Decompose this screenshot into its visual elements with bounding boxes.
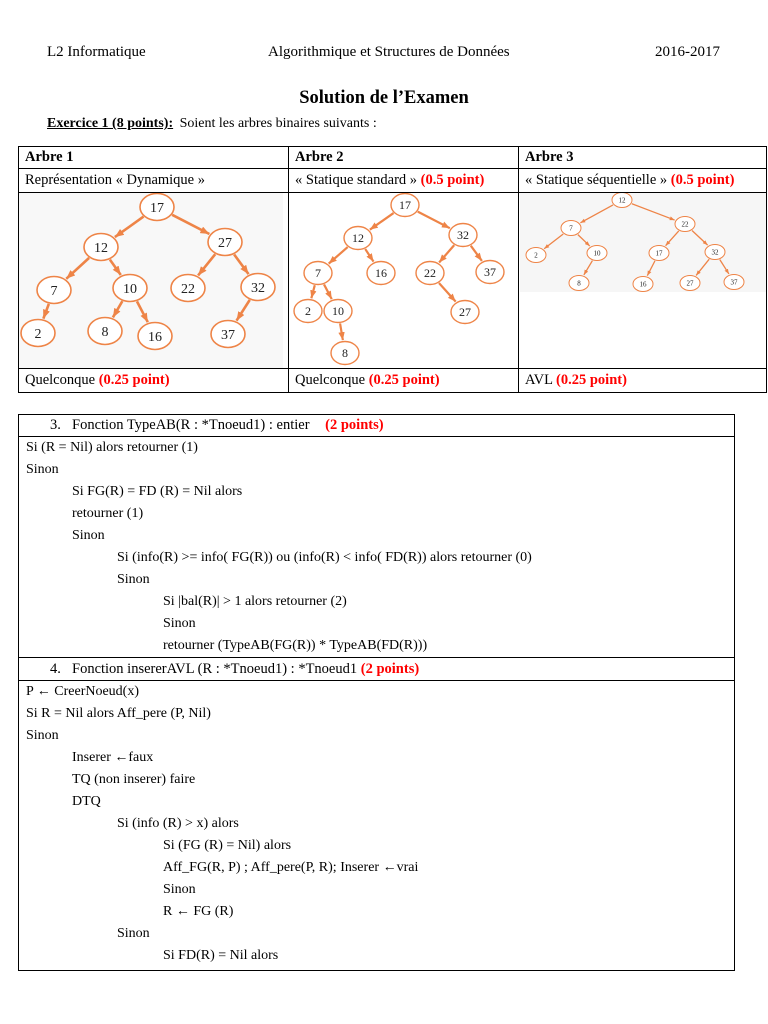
tree-node-value: 22 (181, 281, 195, 297)
code-line: Sinon (163, 616, 196, 631)
tree-node (21, 320, 55, 347)
points-value: (0.25 point) (556, 372, 627, 388)
tree-diagram-cell (19, 193, 289, 369)
tree-diagram-cell (289, 193, 519, 369)
tree-edge-arrow (439, 245, 454, 262)
tree-node (171, 275, 205, 302)
tree-edge-arrow (311, 285, 314, 298)
tree-node (138, 323, 172, 350)
tree-node-value: 2 (534, 251, 538, 260)
tree-representation: « Statique séquentielle » (525, 172, 668, 188)
tree-node-value: 27 (218, 235, 232, 251)
tree-kind: AVL (525, 372, 553, 388)
tree-diagram (289, 193, 518, 368)
tree-node-value: 17 (655, 249, 663, 258)
tree-edge-arrow (370, 213, 394, 230)
tree-edge-arrow (324, 284, 332, 299)
tree-node-value: 37 (221, 327, 235, 343)
tree-node (331, 342, 359, 365)
code-line: Sinon (72, 528, 105, 543)
code-line: Aff_FG(R, P) ; Aff_pere(P, R); Inserer ←vrai (163, 860, 419, 875)
tree-node-value: 7 (315, 266, 321, 281)
tree-diagram-cell (519, 193, 767, 369)
tree-node (88, 318, 122, 345)
tree-node (675, 217, 695, 232)
tree-node-value: 17 (150, 200, 164, 216)
tree-node (344, 227, 372, 250)
code-line: Sinon (26, 728, 59, 743)
tree-node-value: 12 (352, 231, 364, 246)
tree-edge-arrow (329, 247, 348, 264)
tree-edge-arrow (340, 323, 343, 340)
code-line: Si R = Nil alors Aff_pere (P, Nil) (26, 706, 211, 721)
tree-node-value: 32 (711, 248, 719, 257)
tree-node-value: 37 (484, 265, 496, 280)
tree-kind-cell (19, 369, 289, 393)
code-line: Si FG(R) = FD (R) = Nil alors (72, 484, 243, 499)
tree-node (391, 194, 419, 217)
tree-representation: Représentation « Dynamique » (25, 172, 205, 188)
tree-node-value: 16 (639, 280, 647, 289)
code-line: Si (FG (R) = Nil) alors (163, 838, 292, 853)
tree-node-value: 27 (459, 305, 471, 320)
exercise-statement: Soient les arbres binaires suivants : (179, 116, 377, 131)
tree-node (294, 300, 322, 323)
tree-node-value: 22 (424, 266, 436, 281)
tree-edge-arrow (439, 283, 456, 302)
tree-node (113, 275, 147, 302)
tree-node-value: 16 (148, 329, 162, 345)
tree-node (367, 262, 395, 285)
tree-node (208, 229, 242, 256)
tree-node-value: 16 (375, 266, 387, 281)
tree-node-value: 2 (34, 326, 42, 342)
tree-kind: Quelconque (25, 372, 96, 388)
tree-node-value: 8 (101, 324, 109, 340)
tree-edge-arrow (365, 249, 373, 262)
tree-node (211, 321, 245, 348)
tree-node (37, 277, 71, 304)
function-number: 4. (50, 661, 61, 677)
tree-node (633, 277, 653, 292)
code-line: Si (info (R) > x) alors (117, 816, 239, 831)
tree-node-value: 10 (123, 281, 137, 297)
tree-kind-cell (519, 369, 767, 393)
tree-node-value: 37 (730, 278, 738, 287)
tree-node (304, 262, 332, 285)
code-line: Sinon (163, 882, 196, 897)
tree-node (705, 245, 725, 260)
tree-node-value: 8 (577, 279, 581, 288)
tree-node-value: 27 (686, 279, 694, 288)
code-line: DTQ (72, 794, 101, 809)
tree-node (324, 300, 352, 323)
tree-node (680, 276, 700, 291)
tree-representation: « Statique standard » (295, 172, 418, 188)
tree-diagram (519, 193, 766, 368)
tree-node (416, 262, 444, 285)
tree-node (84, 234, 118, 261)
tree-node (612, 193, 632, 208)
page-title: Solution de l’Examen (299, 88, 469, 108)
tree-representation-cell (19, 169, 289, 193)
tree-node (449, 224, 477, 247)
code-line: Sinon (26, 462, 59, 477)
tree-node-value: 7 (569, 224, 573, 233)
tree-node (724, 275, 744, 290)
code-line: Si (info(R) >= info( FG(R)) ou (info(R) < info( FD(R)) alors retourner (0) (117, 550, 532, 565)
tree-node-value: 22 (681, 220, 689, 229)
tree-node (587, 246, 607, 261)
code-line: retourner (1) (72, 506, 144, 521)
year-label: 2016-2017 (655, 44, 720, 60)
tree-node-value: 12 (618, 196, 626, 205)
code-line: Sinon (117, 572, 150, 587)
tree-node (526, 248, 546, 263)
tree-node-value: 8 (342, 346, 348, 361)
tree-node-value: 2 (305, 304, 311, 319)
tree-diagram (19, 193, 288, 368)
tree-kind-cell (289, 369, 519, 393)
code-line: Inserer ←faux (72, 750, 154, 765)
tree-node (140, 194, 174, 221)
tree-node (476, 261, 504, 284)
function-header (19, 415, 735, 437)
tree-node (561, 221, 581, 236)
function-header (19, 658, 735, 681)
tree-heading: Arbre 3 (519, 147, 767, 169)
exercise-label: Exercice 1 (8 points): (47, 116, 174, 131)
tree-kind: Quelconque (295, 372, 366, 388)
code-line: Si |bal(R)| > 1 alors retourner (2) (163, 594, 347, 609)
points-value: (0.5 point) (670, 172, 735, 188)
tree-node (241, 274, 275, 301)
subject-label: Algorithmique et Structures de Données (268, 44, 510, 60)
tree-node (569, 276, 589, 291)
function-body (19, 681, 735, 971)
tree-node (649, 246, 669, 261)
points-value: (0.25 point) (98, 372, 170, 388)
tree-node-value: 10 (332, 304, 344, 319)
exercise-intro (47, 115, 377, 133)
tree-node-value: 7 (50, 283, 58, 299)
tree-node-value: 10 (593, 249, 601, 258)
tree-edge-arrow (418, 212, 450, 229)
function-points: (2 points) (325, 417, 384, 433)
code-line: Sinon (117, 926, 150, 941)
tree-node-value: 17 (399, 198, 411, 213)
tree-representation-cell (289, 169, 519, 193)
tree-edge-arrow (471, 246, 482, 261)
tree-heading: Arbre 1 (19, 147, 289, 169)
function-body (19, 437, 735, 658)
points-value: (0.5 point) (420, 172, 485, 188)
code-line: retourner (TypeAB(FG(R)) * TypeAB(FD(R))) (163, 638, 428, 653)
trees-table (18, 146, 767, 393)
function-points: (2 points) (360, 661, 420, 677)
tree-representation-cell (519, 169, 767, 193)
function-signature: Fonction insererAVL (R : *Tnoeud1) : *Tnoeud1 (72, 661, 358, 677)
points-value: (0.25 point) (368, 372, 440, 388)
code-line: P ← CreerNoeud(x) (26, 684, 140, 699)
function-number: 3. (50, 417, 61, 433)
tree-node-value: 32 (251, 280, 265, 296)
code-line: Si FD(R) = Nil alors (163, 948, 279, 963)
tree-node-value: 32 (457, 228, 469, 243)
course-label: L2 Informatique (47, 44, 146, 60)
code-line: Si (R = Nil) alors retourner (1) (26, 440, 198, 455)
tree-node (451, 301, 479, 324)
function-signature: Fonction TypeAB(R : *Tnoeud1) : entier (72, 417, 310, 433)
code-line: TQ (non inserer) faire (72, 772, 196, 787)
algorithms-table (18, 414, 735, 971)
tree-heading: Arbre 2 (289, 147, 519, 169)
tree-node-value: 12 (94, 240, 108, 256)
code-line: R ← FG (R) (163, 904, 234, 919)
tree-nodes (294, 194, 504, 365)
